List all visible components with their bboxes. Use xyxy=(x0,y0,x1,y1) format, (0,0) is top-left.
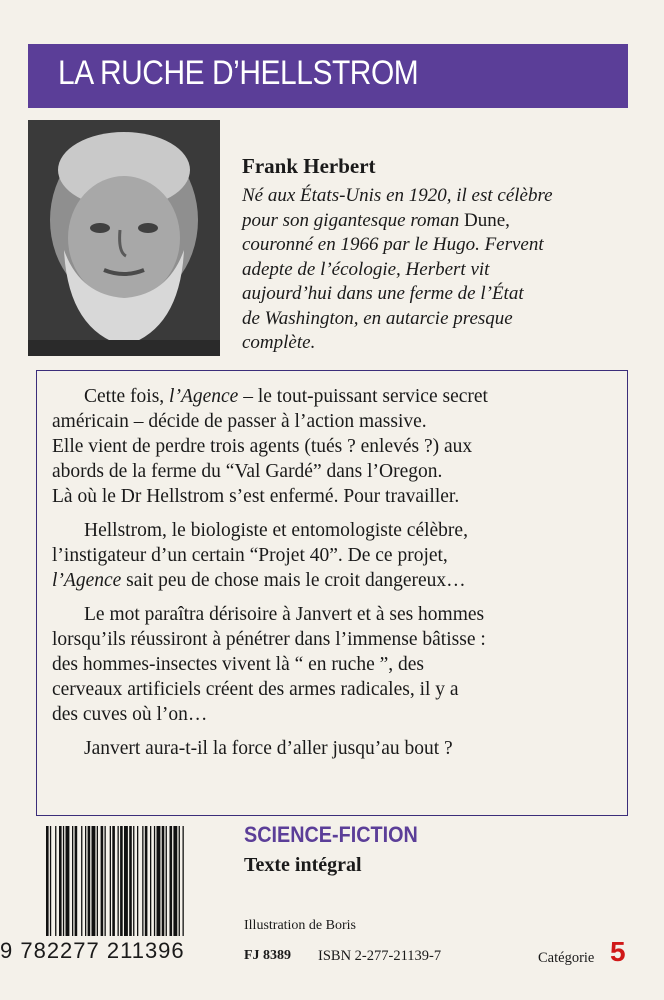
bio-line xyxy=(242,209,632,234)
barcode-bar xyxy=(124,826,128,936)
barcode-bar xyxy=(66,826,70,936)
blurb-line: l’instigateur d’un certain “Projet 40”. De ce projet, xyxy=(52,545,448,566)
publisher-code: FJ 8389 xyxy=(244,948,292,963)
barcode-bar xyxy=(55,826,56,936)
barcode-bar xyxy=(162,826,165,936)
barcode-bar xyxy=(105,826,106,936)
blurb-paragraph xyxy=(52,518,612,593)
blurb-line: Là où le Dr Hellstrom s’est enfermé. Pour travailler. xyxy=(52,486,460,507)
blurb-text-span: sait peu de chose mais le croit dangereux… xyxy=(121,570,466,591)
blurb-text-span: Cette fois, xyxy=(84,386,170,407)
bio-line: couronné en 1966 par le Hugo. Fervent xyxy=(242,234,544,255)
barcode-bar xyxy=(72,826,73,936)
barcode-bar xyxy=(85,826,86,936)
barcode-bar xyxy=(59,826,62,936)
barcode-bar xyxy=(92,826,96,936)
barcode-bar xyxy=(183,826,184,936)
blurb-line: abords de la ferme du “Val Gardé” dans l’Oregon. xyxy=(52,461,443,482)
blurb-line: cerveaux artificiels créent des armes radicales, il y a xyxy=(52,679,459,700)
barcode-bar xyxy=(46,826,49,936)
blurb-line: des hommes-insectes vivent là “ en ruche ”, des xyxy=(52,654,424,675)
barcode-bar xyxy=(129,826,132,936)
barcode-bar xyxy=(170,826,173,936)
portrait-illustration xyxy=(28,120,220,356)
blurb-line: des cuves où l’on… xyxy=(52,704,208,725)
barcode xyxy=(44,826,228,938)
blurb-line xyxy=(52,384,612,409)
barcode-bar xyxy=(112,826,115,936)
barcode-bar xyxy=(150,826,151,936)
blurb-line: américain – décide de passer à l’action massive. xyxy=(52,411,427,432)
blurb-paragraph xyxy=(52,602,612,727)
author-portrait xyxy=(28,120,220,356)
illustration-credit: Illustration de Boris xyxy=(244,918,356,933)
blurb-line: Hellstrom, le biologiste et entomologiste célèbre, xyxy=(84,520,468,541)
blurb-text-span: – le tout-puissant service secret xyxy=(238,386,488,407)
title-banner xyxy=(28,44,628,108)
author-bio xyxy=(242,184,632,356)
barcode-bar xyxy=(63,826,64,936)
bio-line: aujourd’hui dans une ferme de l’État xyxy=(242,283,524,304)
agency-italic: l’Agence xyxy=(52,570,122,591)
blurb-line: Le mot paraîtra dérisoire à Janvert et à ses hommes xyxy=(84,604,485,625)
barcode-bar xyxy=(88,826,91,936)
barcode-bar xyxy=(97,826,98,936)
novel-title-dune: Dune, xyxy=(459,209,510,231)
genre-label: SCIENCE-FICTION xyxy=(244,822,418,847)
book-title: LA RUCHE D’HELLSTROM xyxy=(58,54,419,92)
blurb-line: Janvert aura-t-il la force d’aller jusqu’au bout ? xyxy=(84,738,453,759)
barcode-bar xyxy=(120,826,123,936)
bio-text: pour son gigantesque roman xyxy=(242,209,460,231)
barcode-bar xyxy=(142,826,143,936)
blurb-paragraph xyxy=(52,736,612,761)
edition-label: Texte intégral xyxy=(244,854,362,876)
blurb-paragraph xyxy=(52,384,612,509)
bio-line: complète. xyxy=(242,332,316,353)
barcode-bar xyxy=(154,826,155,936)
blurb-line: Elle vient de perdre trois agents (tués ? enlevés ?) aux xyxy=(52,436,473,457)
bio-line: Né aux États-Unis en 1920, il est célèbre xyxy=(242,185,553,206)
bio-line: de Washington, en autarcie presque xyxy=(242,307,513,329)
barcode-bar xyxy=(173,826,177,936)
barcode-bar xyxy=(137,826,138,936)
category-number: 5 xyxy=(610,936,626,967)
bio-line: adepte de l’écologie, Herbert vit xyxy=(242,258,490,280)
barcode-bar xyxy=(145,826,148,936)
barcode-bar xyxy=(81,826,82,936)
barcode-bar xyxy=(157,826,161,936)
barcode-bar xyxy=(75,826,78,936)
barcode-bar xyxy=(101,826,104,936)
agency-italic: l’Agence xyxy=(169,386,239,407)
barcode-bar xyxy=(179,826,180,936)
barcode-bar xyxy=(133,826,134,936)
barcode-bar xyxy=(118,826,119,936)
barcode-bar xyxy=(166,826,167,936)
barcode-digits: 9 782277 211396 xyxy=(0,938,185,963)
barcode-bar xyxy=(110,826,111,936)
barcode-bar xyxy=(50,826,51,936)
isbn: ISBN 2-277-21139-7 xyxy=(318,948,442,964)
blurb-line xyxy=(52,568,612,593)
blurb-line: lorsqu’ils réussiront à pénétrer dans l’immense bâtisse : xyxy=(52,629,486,650)
blurb-text xyxy=(52,384,612,770)
category-label: Catégorie xyxy=(538,950,595,966)
author-name: Frank Herbert xyxy=(242,154,376,178)
